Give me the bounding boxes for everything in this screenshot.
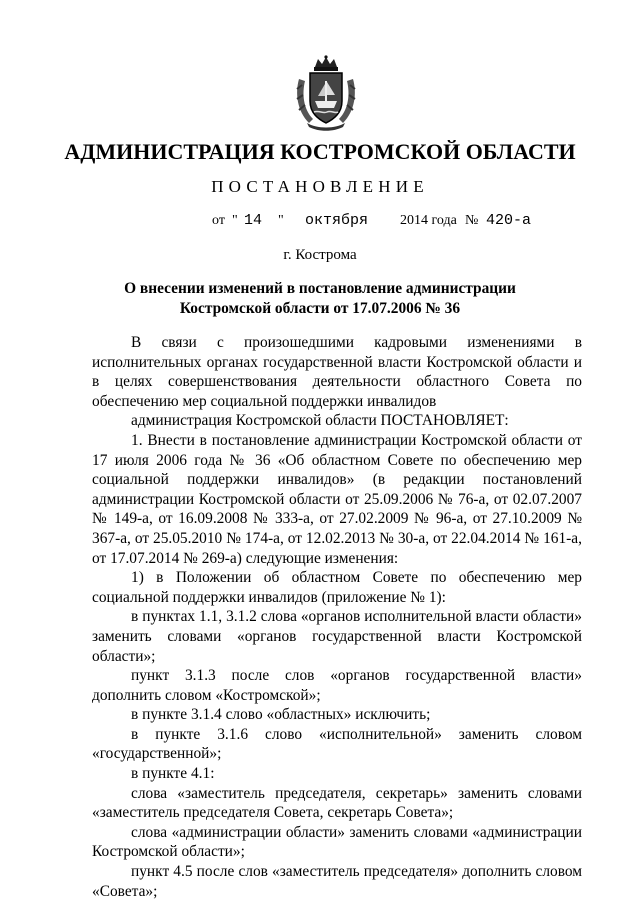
paragraph-resolves: администрация Костромской области ПОСТАНОВЛЯЕТ: [131,412,509,430]
heading-line-2: Костромской области от 17.07.2006 № 36 [179,300,461,317]
paragraph-point-3-1-3: пункт 3.1.3 после слов «органов государственной власти» дополнить словом «Костромской»; [92,667,582,704]
paragraph-points-1-1: в пунктах 1.1, 3.1.2 слова «органов исполнительной власти области» заменить словами «органов государственной власти Костромской области»; [92,608,582,665]
date-quote-open: " [232,213,238,228]
paragraph-preamble: В связи с произошедшими кадровыми изменениями в исполнительных органах государственной власти Костромской области и в целях совершенствования деятельности областного Совета по обеспечению мер социальной поддержки инвалидов [92,334,582,410]
paragraph-point-3-1-4: в пункте 3.1.4 слово «областных» исключить; [131,706,431,724]
number-sign: № [465,213,479,228]
document-body [92,333,582,901]
heading-line-1: О внесении изменений в постановление администрации [124,280,516,297]
paragraph-words-administration: слова «администрации области» заменить словами «администрации Костромской области»; [92,823,582,861]
document-type: ПОСТАНОВЛЕНИЕ [211,177,429,196]
date-day: 14 [244,212,263,229]
organization-title: АДМИНИСТРАЦИЯ КОСТРОМСКОЙ ОБЛАСТИ [64,139,576,164]
paragraph-subitem-1: 1) в Положении об областном Совете по обеспечению мер социальной поддержки инвалидов (приложение № 1): [92,569,582,606]
date-prefix: от [212,213,225,228]
paragraph-point-4-1: в пункте 4.1: [131,765,215,783]
kostroma-coat-of-arms-icon [293,55,359,131]
date-quote-close: " [278,213,284,228]
paragraph-point-3-1-6: в пункте 3.1.6 слово «исполнительной» заменить словом «государственной»; [92,725,582,763]
date-month: октября [305,212,369,229]
paragraph-item-1: 1. Внести в постановление администрации Костромской области от 17 июля 2006 года № 36 «Об областном Совете по обеспечению мер социальной поддержки инвалидов» (в редакции постановлений администрации Костромской области от 25.09.2006 № 76-а, от 02.07.2007 № 149-а, от 16.09.2008 № 333-а, от 27.02.2009 № 96-а, от 27.10.2009 № 367-а, от 25.05.2010 № 174-а, от 12.02.2013 № 30-а, от 22.04.2014 № 161-а, от 17.07.2014 № 269-а) следующие изменения: [92,431,582,567]
city-line: г. Кострома [283,247,357,263]
paragraph-words-deputy: слова «заместитель председателя, секретарь» заменить словами «заместитель председателя Совета, секретарь Совета»; [92,784,582,822]
date-year: 2014 года [400,213,457,228]
document-heading [0,279,640,319]
document-number: 420-а [486,212,532,229]
paragraph-point-4-5: пункт 4.5 после слов «заместитель председателя» дополнить словом «Совета»; [92,863,582,900]
